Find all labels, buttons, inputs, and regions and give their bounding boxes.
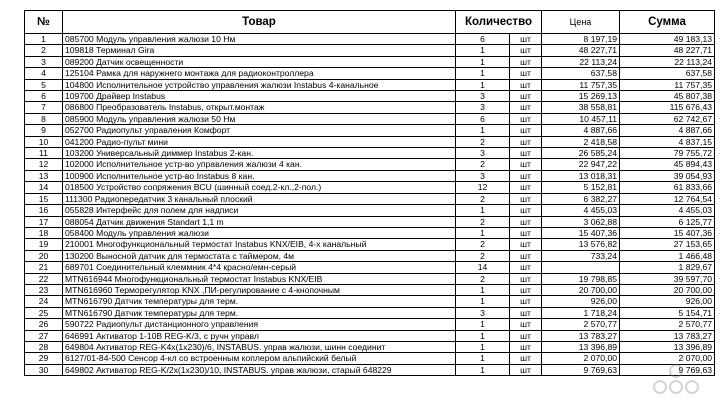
table-row: [25, 34, 715, 45]
table-row: [25, 239, 715, 250]
row-number: 15: [25, 193, 63, 204]
unit: шт: [510, 262, 542, 273]
product-name: 649802 Активатор REG-K/2x(1x230)/10, INSTABUS. управ жалюзи, старый 648229: [63, 364, 456, 375]
row-number: 14: [25, 182, 63, 193]
quantity: 1: [456, 353, 510, 364]
watermark-logo-icon: [646, 357, 710, 401]
unit: шт: [510, 273, 542, 284]
unit: шт: [510, 182, 542, 193]
price: 637,58: [542, 68, 620, 79]
row-number: 5: [25, 79, 63, 90]
price: 22 113,24: [542, 56, 620, 67]
product-name: 111300 Радиопередатчик 3 канальный плоский: [63, 193, 456, 204]
table-row: [25, 273, 715, 284]
header-sum: Сумма: [620, 11, 715, 34]
header-price: Цена: [542, 11, 620, 34]
price: 15 269,13: [542, 91, 620, 102]
sum: 4 887,66: [620, 125, 715, 136]
table-row: [25, 284, 715, 295]
quantity: 2: [456, 273, 510, 284]
row-number: 17: [25, 216, 63, 227]
price: [542, 262, 620, 273]
sum: 39 054,93: [620, 170, 715, 181]
unit: шт: [510, 284, 542, 295]
sum: 79 755,72: [620, 148, 715, 159]
unit: шт: [510, 113, 542, 124]
sum: 12 764,54: [620, 193, 715, 204]
row-number: 25: [25, 307, 63, 318]
sum: 6 125,77: [620, 216, 715, 227]
quantity: 2: [456, 136, 510, 147]
sum: 48 227,71: [620, 45, 715, 56]
quantity: 12: [456, 182, 510, 193]
price: 48 227,71: [542, 45, 620, 56]
quantity: 1: [456, 227, 510, 238]
table-row: [25, 68, 715, 79]
header-quantity: Количество: [456, 11, 542, 34]
quantity: 2: [456, 193, 510, 204]
table-row: [25, 56, 715, 67]
product-name: 109818 Терминал Gira: [63, 45, 456, 56]
product-name: 086800 Преобразователь Instabus, открыт.монтаж: [63, 102, 456, 113]
unit: шт: [510, 330, 542, 341]
row-number: 26: [25, 319, 63, 330]
header-number: №: [25, 11, 63, 34]
table-row: [25, 148, 715, 159]
table-row: [25, 364, 715, 375]
unit: шт: [510, 159, 542, 170]
unit: шт: [510, 239, 542, 250]
unit: шт: [510, 91, 542, 102]
quantity: 3: [456, 307, 510, 318]
unit: шт: [510, 79, 542, 90]
sum: 11 757,35: [620, 79, 715, 90]
row-number: 18: [25, 227, 63, 238]
quantity: 14: [456, 262, 510, 273]
row-number: 23: [25, 284, 63, 295]
product-name: MTN616790 Датчик температуры для терм.: [63, 307, 456, 318]
table-row: [25, 79, 715, 90]
product-name: 018500 Устройство сопряжения BCU (шинный соед.2-кл.,2-пол.): [63, 182, 456, 193]
unit: шт: [510, 125, 542, 136]
table-row: [25, 159, 715, 170]
table-row: [25, 205, 715, 216]
row-number: 9: [25, 125, 63, 136]
price: 22 947,22: [542, 159, 620, 170]
sum: 2 570,77: [620, 319, 715, 330]
table-row: [25, 102, 715, 113]
product-name: MTN616960 Терморегулятор KNX ,ПИ-регулирование с 4-кнопочным: [63, 284, 456, 295]
table-row: [25, 216, 715, 227]
row-number: 22: [25, 273, 63, 284]
header-product: Товар: [63, 11, 456, 34]
sum: 115 676,43: [620, 102, 715, 113]
row-number: 2: [25, 45, 63, 56]
quantity: 3: [456, 148, 510, 159]
unit: шт: [510, 307, 542, 318]
product-name: 055828 Интерфейс для полем для надписи: [63, 205, 456, 216]
sum: 4 837,15: [620, 136, 715, 147]
product-name: 103200 Универсальный диммер Instabus 2-кан.: [63, 148, 456, 159]
unit: шт: [510, 136, 542, 147]
quantity: 2: [456, 250, 510, 261]
table-row: [25, 330, 715, 341]
sum: 2 070,00: [620, 353, 715, 364]
row-number: 19: [25, 239, 63, 250]
table-row: [25, 262, 715, 273]
row-number: 8: [25, 113, 63, 124]
price: 13 018,31: [542, 170, 620, 181]
row-number: 21: [25, 262, 63, 273]
table-row: [25, 182, 715, 193]
table-row: [25, 136, 715, 147]
price: 26 585,24: [542, 148, 620, 159]
sum: 39 597,70: [620, 273, 715, 284]
unit: шт: [510, 250, 542, 261]
product-name: MTN616790 Датчик температуры для терм.: [63, 296, 456, 307]
unit: шт: [510, 205, 542, 216]
quantity: 3: [456, 91, 510, 102]
product-name: 041200 Радио-пульт мини: [63, 136, 456, 147]
unit: шт: [510, 148, 542, 159]
table-row: [25, 170, 715, 181]
sum: 637,58: [620, 68, 715, 79]
row-number: 6: [25, 91, 63, 102]
unit: шт: [510, 319, 542, 330]
sum: 49 183,13: [620, 34, 715, 45]
price: 20 700,00: [542, 284, 620, 295]
quantity: 1: [456, 205, 510, 216]
quantity: 2: [456, 216, 510, 227]
quantity: 1: [456, 56, 510, 67]
price: 6 382,27: [542, 193, 620, 204]
quantity: 1: [456, 296, 510, 307]
table-row: [25, 193, 715, 204]
price: 733,24: [542, 250, 620, 261]
product-name: 689701 Соединительный клеммник 4*4 красно/емн-серый: [63, 262, 456, 273]
spreadsheet: [24, 10, 714, 376]
row-number: 24: [25, 296, 63, 307]
sum: 62 742,67: [620, 113, 715, 124]
quantity: 2: [456, 159, 510, 170]
sum: 13 783,27: [620, 330, 715, 341]
row-number: 7: [25, 102, 63, 113]
table-row: [25, 296, 715, 307]
sum: 5 154,71: [620, 307, 715, 318]
product-name: 109700 Драйвер Instabus: [63, 91, 456, 102]
unit: шт: [510, 45, 542, 56]
price: 9 769,63: [542, 364, 620, 375]
quantity: 1: [456, 319, 510, 330]
product-name: 6127/01-84-500 Сенсор 4-кл со встроенным коплером альпийский белый: [63, 353, 456, 364]
price: 2 570,77: [542, 319, 620, 330]
product-name: 104800 Исполнительное устройство управления жалюзи Instabus 4-канальное: [63, 79, 456, 90]
price-table: [24, 10, 715, 376]
quantity: 1: [456, 68, 510, 79]
price: 38 558,81: [542, 102, 620, 113]
quantity: 1: [456, 284, 510, 295]
price: 13 783,27: [542, 330, 620, 341]
table-row: [25, 45, 715, 56]
row-number: 1: [25, 34, 63, 45]
quantity: 3: [456, 102, 510, 113]
product-name: 058400 Модуль управления жалюзи: [63, 227, 456, 238]
product-name: 125104 Рамка для наружнего монтажа для радиоконтроллера: [63, 68, 456, 79]
price: 926,00: [542, 296, 620, 307]
product-name: 085700 Модуль управления жалюзи 10 Нм: [63, 34, 456, 45]
sum: 13 396,89: [620, 341, 715, 352]
sum: 61 833,66: [620, 182, 715, 193]
quantity: 2: [456, 239, 510, 250]
price: 8 197,19: [542, 34, 620, 45]
sum: 45 894,43: [620, 159, 715, 170]
price: 10 457,11: [542, 113, 620, 124]
row-number: 28: [25, 341, 63, 352]
product-name: 649804 Активатор REG-K4x(1x230)/6, INSTABUS. управ жалюзи, шинн соединит: [63, 341, 456, 352]
table-row: [25, 353, 715, 364]
sum: 15 407,36: [620, 227, 715, 238]
quantity: 1: [456, 341, 510, 352]
price: 13 396,89: [542, 341, 620, 352]
product-name: MTN616944 Многофункциональный термостат Instabus KNX/EIB: [63, 273, 456, 284]
unit: шт: [510, 102, 542, 113]
unit: шт: [510, 227, 542, 238]
product-name: 590722 Радиопульт дистанционного управления: [63, 319, 456, 330]
row-number: 16: [25, 205, 63, 216]
product-name: 085900 Модуль управления жалюзи 50 Нм: [63, 113, 456, 124]
row-number: 12: [25, 159, 63, 170]
table-row: [25, 227, 715, 238]
quantity: 1: [456, 364, 510, 375]
row-number: 30: [25, 364, 63, 375]
unit: шт: [510, 353, 542, 364]
row-number: 27: [25, 330, 63, 341]
product-name: 052700 Радиопульт управления Комфорт: [63, 125, 456, 136]
price: 19 798,85: [542, 273, 620, 284]
sum: 27 153,65: [620, 239, 715, 250]
unit: шт: [510, 193, 542, 204]
row-number: 29: [25, 353, 63, 364]
product-name: 088054 Датчик движения Standart 1,1 m: [63, 216, 456, 227]
unit: шт: [510, 364, 542, 375]
quantity: 1: [456, 330, 510, 341]
sum: 20 700,00: [620, 284, 715, 295]
sum: 9 769,63: [620, 364, 715, 375]
product-name: 130200 Выносной датчик для термостата с таймером, 4м: [63, 250, 456, 261]
product-name: 089200 Датчик освещенности: [63, 56, 456, 67]
quantity: 6: [456, 34, 510, 45]
quantity: 6: [456, 113, 510, 124]
quantity: 1: [456, 125, 510, 136]
sum: 1 829,67: [620, 262, 715, 273]
row-number: 10: [25, 136, 63, 147]
table-row: [25, 125, 715, 136]
price: 3 062,88: [542, 216, 620, 227]
unit: шт: [510, 341, 542, 352]
quantity: 1: [456, 79, 510, 90]
table-row: [25, 307, 715, 318]
sum: 45 807,38: [620, 91, 715, 102]
product-name: 646991 Активатор 1-10В REG-K/3, с ручн управл: [63, 330, 456, 341]
product-name: 102000 Исполнительное устр-во управления жалюзи 4 кан.: [63, 159, 456, 170]
sum: 1 466,48: [620, 250, 715, 261]
product-name: 210001 Многофункциональный термостат Instabus KNX/EIB, 4-х канальный: [63, 239, 456, 250]
quantity: 1: [456, 45, 510, 56]
unit: шт: [510, 170, 542, 181]
price: 15 407,36: [542, 227, 620, 238]
price: 2 418,58: [542, 136, 620, 147]
row-number: 4: [25, 68, 63, 79]
price: 2 070,00: [542, 353, 620, 364]
row-number: 3: [25, 56, 63, 67]
table-row: [25, 250, 715, 261]
unit: шт: [510, 296, 542, 307]
unit: шт: [510, 68, 542, 79]
table-row: [25, 113, 715, 124]
unit: шт: [510, 56, 542, 67]
unit: шт: [510, 34, 542, 45]
header-row: [25, 11, 715, 34]
sum: 4 455,03: [620, 205, 715, 216]
row-number: 13: [25, 170, 63, 181]
sum: 926,00: [620, 296, 715, 307]
table-row: [25, 91, 715, 102]
price: 5 152,81: [542, 182, 620, 193]
price: 13 576,82: [542, 239, 620, 250]
price: 11 757,35: [542, 79, 620, 90]
sum: 22 113,24: [620, 56, 715, 67]
price: 4 455,03: [542, 205, 620, 216]
table-row: [25, 341, 715, 352]
table-row: [25, 319, 715, 330]
row-number: 20: [25, 250, 63, 261]
quantity: 3: [456, 170, 510, 181]
row-number: 11: [25, 148, 63, 159]
unit: шт: [510, 216, 542, 227]
product-name: 100900 Исполнительное устр-во Instabus 8 кан.: [63, 170, 456, 181]
price: 1 718,24: [542, 307, 620, 318]
price: 4 887,66: [542, 125, 620, 136]
